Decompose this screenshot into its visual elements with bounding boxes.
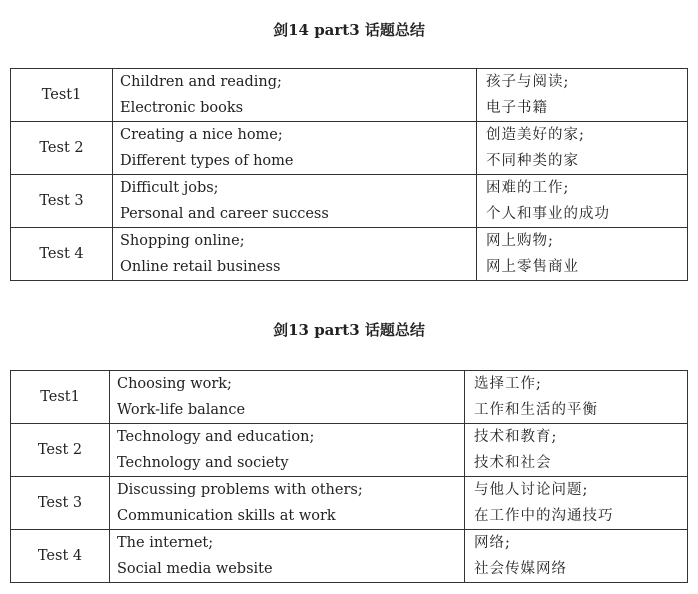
chinese-topics	[477, 122, 688, 175]
table-row	[11, 175, 688, 228]
chinese-topic: 网上零售商业	[486, 259, 579, 275]
chinese-topic: 与他人讨论问题;	[474, 482, 589, 498]
chinese-topic: 工作和生活的平衡	[474, 402, 598, 418]
english-topic: Work-life balance	[117, 402, 246, 418]
chinese-topic: 创造美好的家;	[486, 127, 585, 143]
english-topics	[110, 530, 465, 583]
english-topic: Technology and education;	[117, 429, 315, 445]
chinese-topic: 网络;	[474, 535, 511, 551]
english-topic: Personal and career success	[120, 206, 329, 222]
chinese-topic: 电子书籍	[486, 100, 548, 116]
chinese-topics	[477, 228, 688, 281]
english-topic: Discussing problems with others;	[117, 482, 363, 498]
table-row	[11, 69, 688, 122]
chinese-topic: 不同种类的家	[486, 153, 579, 169]
chinese-topic: 网上购物;	[486, 233, 554, 249]
english-topic: Shopping online;	[120, 233, 245, 249]
section-title-cam14: 剑14 part3 话题总结	[273, 21, 425, 39]
test-label: Test 2	[11, 122, 113, 175]
english-topic: The internet;	[117, 535, 214, 551]
table-row	[11, 228, 688, 281]
test-label: Test 3	[11, 477, 110, 530]
table-row	[11, 122, 688, 175]
english-topic: Online retail business	[120, 259, 281, 275]
english-topics	[110, 424, 465, 477]
chinese-topics	[477, 69, 688, 122]
topics-table-cam14	[10, 68, 688, 281]
chinese-topic: 困难的工作;	[486, 180, 570, 196]
chinese-topic: 技术和教育;	[474, 429, 558, 445]
chinese-topic: 技术和社会	[474, 455, 552, 471]
table-row	[11, 371, 688, 424]
chinese-topic: 孩子与阅读;	[486, 74, 570, 90]
english-topic: Communication skills at work	[117, 508, 336, 524]
english-topic: Different types of home	[120, 153, 294, 169]
english-topics	[113, 69, 477, 122]
chinese-topics	[465, 530, 688, 583]
english-topic: Children and reading;	[120, 74, 282, 90]
english-topics	[113, 122, 477, 175]
table-row	[11, 530, 688, 583]
english-topics	[110, 371, 465, 424]
english-topic: Difficult jobs;	[120, 180, 219, 196]
chinese-topic: 选择工作;	[474, 376, 542, 392]
chinese-topics	[477, 175, 688, 228]
section-title-cam13: 剑13 part3 话题总结	[273, 321, 425, 339]
chinese-topic: 个人和事业的成功	[486, 206, 610, 222]
english-topic: Electronic books	[120, 100, 244, 116]
english-topics	[110, 477, 465, 530]
test-label: Test 4	[11, 228, 113, 281]
english-topic: Choosing work;	[117, 376, 232, 392]
chinese-topic: 社会传媒网络	[474, 561, 567, 577]
test-label: Test 3	[11, 175, 113, 228]
english-topic: Creating a nice home;	[120, 127, 283, 143]
test-label: Test1	[11, 371, 110, 424]
test-label: Test 4	[11, 530, 110, 583]
table-row	[11, 424, 688, 477]
test-label: Test1	[11, 69, 113, 122]
english-topics	[113, 175, 477, 228]
chinese-topics	[465, 371, 688, 424]
chinese-topic: 在工作中的沟通技巧	[474, 508, 614, 524]
english-topic: Technology and society	[117, 455, 289, 471]
table-row	[11, 477, 688, 530]
topics-table-cam13	[10, 370, 688, 583]
chinese-topics	[465, 424, 688, 477]
chinese-topics	[465, 477, 688, 530]
english-topic: Social media website	[117, 561, 273, 577]
english-topics	[113, 228, 477, 281]
test-label: Test 2	[11, 424, 110, 477]
